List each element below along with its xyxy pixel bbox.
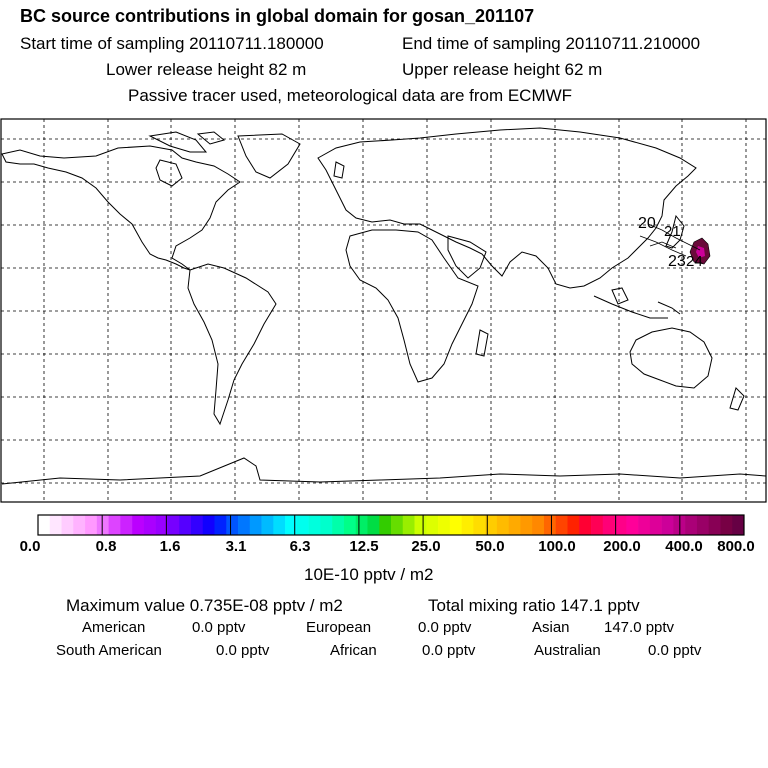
- region-value-american: 0.0 pptv: [192, 619, 246, 636]
- start-time: Start time of sampling 20110711.180000: [20, 34, 324, 53]
- colorbar-tick-label: 50.0: [475, 538, 505, 555]
- region-name-south-american: South American: [56, 642, 162, 659]
- colorbar-swatch: [73, 515, 85, 535]
- region-value-european: 0.0 pptv: [418, 619, 472, 636]
- colorbar-swatch: [297, 515, 309, 535]
- region-name-asian: Asian: [532, 619, 570, 636]
- site-label-20: 20: [638, 215, 656, 232]
- colorbar-swatch: [650, 515, 662, 535]
- colorbar-swatch: [191, 515, 203, 535]
- colorbar-swatch: [685, 515, 697, 535]
- colorbar-swatch: [438, 515, 450, 535]
- colorbar-swatch: [85, 515, 97, 535]
- colorbar-tick-label: 1.6: [159, 538, 181, 555]
- colorbar-swatch: [356, 515, 368, 535]
- colorbar-swatch: [179, 515, 191, 535]
- lower-release-height: Lower release height 82 m: [106, 60, 307, 79]
- colorbar-swatch: [403, 515, 415, 535]
- colorbar-swatch: [603, 515, 615, 535]
- colorbar-swatch: [238, 515, 250, 535]
- colorbar-swatch: [167, 515, 179, 535]
- figure-title: BC source contributions in global domain for gosan_201107: [20, 6, 535, 26]
- colorbar-tick-label: 6.3: [289, 538, 311, 555]
- map-frame: [1, 119, 766, 502]
- colorbar-swatch: [344, 515, 356, 535]
- colorbar-swatch: [509, 515, 521, 535]
- colorbar-swatch: [497, 515, 509, 535]
- colorbar-swatch: [132, 515, 144, 535]
- colorbar-swatch: [415, 515, 427, 535]
- colorbar-swatch: [638, 515, 650, 535]
- world-map: [0, 118, 768, 504]
- colorbar-tick-label: 3.1: [225, 538, 247, 555]
- colorbar-swatch: [626, 515, 638, 535]
- colorbar-swatch: [426, 515, 438, 535]
- colorbar-swatch: [662, 515, 674, 535]
- colorbar-swatch: [367, 515, 379, 535]
- colorbar-swatch: [709, 515, 721, 535]
- colorbar-swatch: [556, 515, 568, 535]
- colorbar-swatch: [568, 515, 580, 535]
- colorbar-swatch: [285, 515, 297, 535]
- site-label-21: 21: [664, 223, 681, 240]
- end-time: End time of sampling 20110711.210000: [402, 34, 701, 53]
- colorbar-swatch: [120, 515, 132, 535]
- colorbar-swatch: [262, 515, 274, 535]
- colorbar-swatch: [732, 515, 744, 535]
- site-label-23: 23: [668, 253, 686, 270]
- colorbar-tick-label: 12.5: [349, 538, 379, 555]
- region-name-american: American: [82, 619, 146, 636]
- region-value-african: 0.0 pptv: [422, 642, 476, 659]
- region-value-australian: 0.0 pptv: [648, 642, 702, 659]
- maximum-value: Maximum value 0.735E-08 pptv / m2: [66, 596, 343, 615]
- colorbar-tick-label: 100.0: [538, 538, 576, 555]
- colorbar-swatch: [226, 515, 238, 535]
- colorbar-swatch: [450, 515, 462, 535]
- colorbar-swatch: [97, 515, 109, 535]
- colorbar: [37, 514, 747, 536]
- region-value-asian: 147.0 pptv: [604, 619, 675, 636]
- colorbar-swatch: [544, 515, 556, 535]
- colorbar-swatch: [697, 515, 709, 535]
- colorbar-swatch: [332, 515, 344, 535]
- colorbar-tick-label: 25.0: [411, 538, 441, 555]
- colorbar-swatch: [203, 515, 215, 535]
- colorbar-swatch: [520, 515, 532, 535]
- tracer-note: Passive tracer used, meteorological data are from ECMWF: [128, 86, 573, 105]
- colorbar-swatch: [473, 515, 485, 535]
- colorbar-swatch: [379, 515, 391, 535]
- site-label-24: 24: [686, 253, 703, 270]
- colorbar-swatch: [579, 515, 591, 535]
- colorbar-unit: 10E-10 pptv / m2: [304, 565, 434, 584]
- colorbar-swatch: [391, 515, 403, 535]
- region-name-australian: Australian: [534, 642, 601, 659]
- colorbar-swatch: [250, 515, 262, 535]
- colorbar-swatch: [615, 515, 627, 535]
- region-value-south-american: 0.0 pptv: [216, 642, 270, 659]
- colorbar-swatch: [215, 515, 227, 535]
- colorbar-swatch: [62, 515, 74, 535]
- region-name-european: European: [306, 619, 372, 636]
- colorbar-swatch: [144, 515, 156, 535]
- colorbar-tick-label: 0.8: [95, 538, 117, 555]
- colorbar-tick-label: 0.0: [19, 538, 41, 555]
- colorbar-swatch: [591, 515, 603, 535]
- colorbar-tick-label: 800.0: [717, 538, 755, 555]
- colorbar-swatch: [109, 515, 121, 535]
- upper-release-height: Upper release height 62 m: [402, 60, 603, 79]
- colorbar-swatch: [38, 515, 50, 535]
- colorbar-swatch: [320, 515, 332, 535]
- colorbar-swatch: [462, 515, 474, 535]
- colorbar-tick-label: 200.0: [603, 538, 641, 555]
- colorbar-swatch: [273, 515, 285, 535]
- colorbar-swatch: [532, 515, 544, 535]
- colorbar-swatch: [720, 515, 732, 535]
- total-mixing-ratio: Total mixing ratio 147.1 pptv: [428, 596, 640, 615]
- colorbar-tick-label: 400.0: [665, 538, 703, 555]
- region-name-african: African: [330, 642, 377, 659]
- colorbar-swatch: [50, 515, 62, 535]
- colorbar-swatch: [309, 515, 321, 535]
